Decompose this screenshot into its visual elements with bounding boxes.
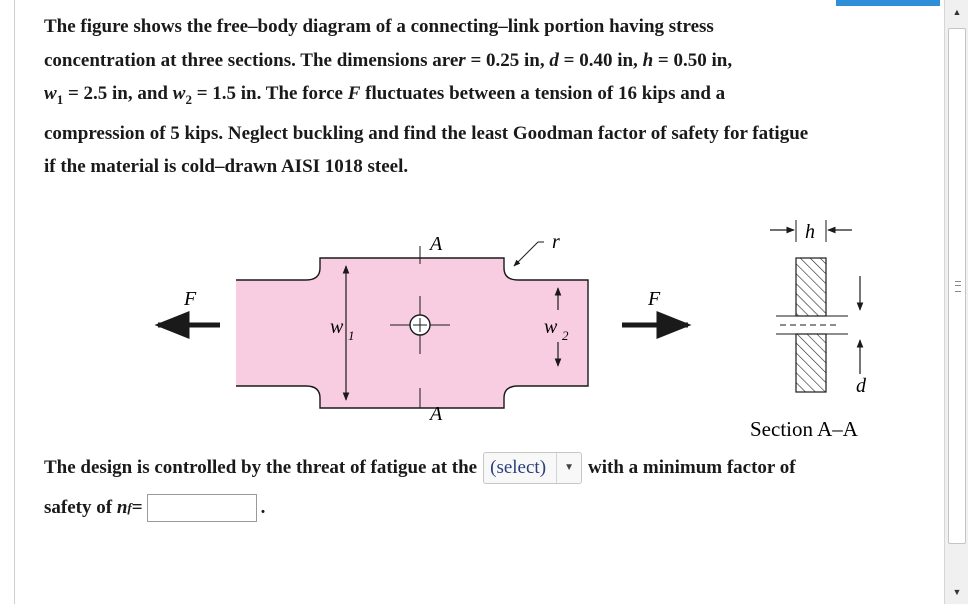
answer-area <box>44 448 796 528</box>
force-label-left: F <box>184 288 197 310</box>
section-label-bottom: A <box>430 403 443 425</box>
w1-subscript: 1 <box>348 328 355 343</box>
w1-label: w <box>330 316 344 338</box>
scrollbar-thumb[interactable] <box>948 28 966 544</box>
scroll-up-icon[interactable]: ▲ <box>952 7 962 17</box>
vertical-scrollbar[interactable] <box>944 0 968 604</box>
fillet-label: r <box>552 231 560 253</box>
section-view <box>770 220 860 392</box>
w2-subscript: 2 <box>562 328 569 343</box>
problem-line-4: compression of 5 kips. Neglect buckling and find the least Goodman factor of safety for fatigue <box>44 122 809 144</box>
question-panel <box>14 0 939 604</box>
section-label-top: A <box>430 233 443 255</box>
section-title: Section A–A <box>750 417 858 440</box>
thickness-label: h <box>805 221 815 243</box>
fillet-leader <box>514 242 538 266</box>
answer-row-1: The design is controlled by the threat of fatigue at the (select) ▼ with a minimum factor of <box>44 448 796 488</box>
answer-row-2: safety of n f = . <box>44 488 796 528</box>
problem-line-3: $w_1 = 2.5$ in, and $w_2 = 1.5$ in. The force F fluctuates between a tension of 16 kips and a <box>44 83 726 107</box>
link-body <box>236 258 588 408</box>
location-select[interactable] <box>483 452 582 484</box>
problem-line-5: if the material is cold–drawn AISI 1018 steel. <box>44 156 409 177</box>
chevron-down-icon[interactable]: ▼ <box>556 453 581 483</box>
problem-line-1: The figure shows the free–body diagram of a connecting–link portion having stress <box>44 16 714 37</box>
location-select-value: (select) <box>490 457 547 478</box>
problem-line-2: concentration at three sections. The dimensions arer = 0.25 in, d = 0.40 in, h = 0.50 in, <box>44 49 733 71</box>
grip-icon <box>955 281 961 292</box>
hole-diameter-label: d <box>856 375 866 397</box>
free-body-diagram <box>140 212 880 440</box>
scroll-down-icon[interactable]: ▼ <box>952 587 962 597</box>
free-body-diagram-svg <box>140 212 880 440</box>
factor-of-safety-input[interactable] <box>147 494 257 522</box>
problem-statement <box>44 10 944 184</box>
force-label-right: F <box>648 288 661 310</box>
w2-label: w <box>544 316 558 338</box>
